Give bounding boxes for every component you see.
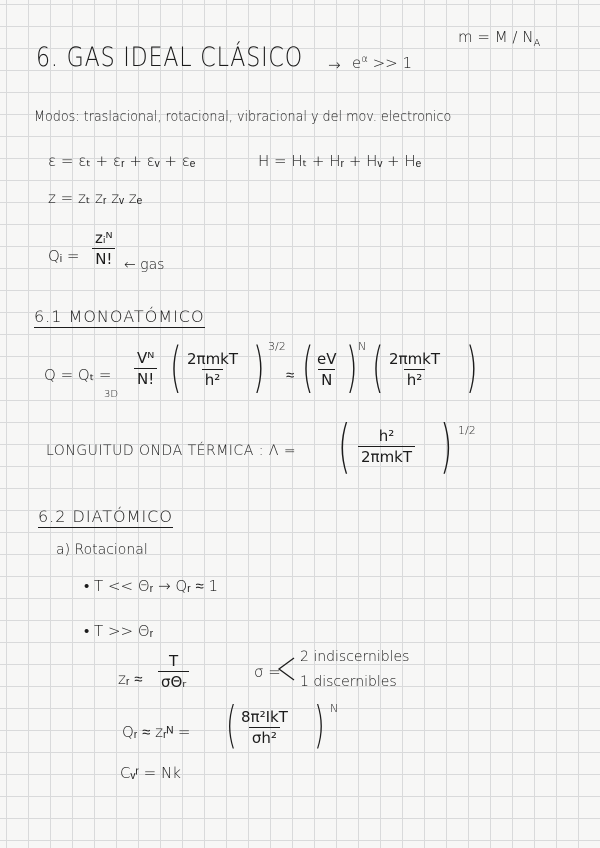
thermal-wavelength-label: LONGUITUD ONDA TÉRMICA : Λ = <box>46 443 297 459</box>
sigma-indiscernibles: 2 indiscernibles <box>300 649 410 665</box>
gas-note: ← gas <box>124 257 165 273</box>
exponent-1-2: 1/2 <box>458 424 476 437</box>
left-paren: ( <box>372 336 384 399</box>
left-paren: ( <box>226 696 237 754</box>
volume-fraction: $\frac{\text{Vᴺ}}{N!}$ <box>134 349 157 388</box>
q-lhs: Qᵢ = <box>48 247 80 265</box>
wavelength-fraction: h² 2πmkT <box>358 427 415 466</box>
modes-text: Modos: traslacional, rotacional, vibracional y del mov. electronico <box>34 109 452 125</box>
title-condition: $e^\alpha >> 1$ <box>352 54 413 72</box>
right-paren: ) <box>346 336 358 399</box>
exponent-n: N <box>358 340 367 353</box>
qr-lhs: Qᵣ ≈ zᵣᴺ = <box>122 723 191 741</box>
mass-formula: $m = M / N_A$ <box>458 28 541 49</box>
ev-fraction: $\frac{eV}{N}$ <box>317 350 337 389</box>
left-paren: ( <box>302 336 314 399</box>
section-heading-6-1: 6.1 MONOATÓMICO <box>34 307 205 326</box>
subsection-rotational: a) Rotacional <box>56 542 148 558</box>
zr-lhs: zᵣ ≈ <box>118 670 143 688</box>
partition-product: z = zₜ zᵣ zᵥ zₑ <box>48 189 143 207</box>
thermal-fraction-2: 2πmkT h² <box>389 350 441 389</box>
high-temp-case: • T >> Θᵣ <box>84 622 154 640</box>
right-paren: ) <box>440 412 453 480</box>
zr-fraction: T σΘᵣ <box>158 652 189 691</box>
sigma-discernibles: 1 discernibles <box>300 674 397 690</box>
left-paren: ( <box>338 412 351 480</box>
hamiltonian-sum: H = Hₜ + Hᵣ + Hᵥ + Hₑ <box>258 152 422 170</box>
section-heading-6-2: 6.2 DIATÓMICO <box>38 507 173 526</box>
heat-capacity: Cᵥʳ = Nk <box>120 764 181 782</box>
qr-exponent: N <box>330 702 339 715</box>
subscript-3d: 3D <box>104 389 119 400</box>
q-fraction: zᵢᴺ N! <box>92 229 116 268</box>
low-temp-case: • T << Θᵣ → Qᵣ ≈ 1 <box>84 577 219 595</box>
right-paren: ) <box>253 336 265 399</box>
monoatomic-lhs: Q = Qₜ = <box>44 366 112 384</box>
sigma-brace <box>276 656 296 682</box>
approx-sign: ≈ <box>286 366 295 384</box>
energy-sum: ε = εₜ + εᵣ + εᵥ + εₑ <box>48 152 196 170</box>
thermal-fraction: 2πmkT h² <box>187 350 239 389</box>
title-arrow: → <box>328 56 341 74</box>
right-paren: ) <box>466 336 478 399</box>
sigma-label: σ = <box>254 663 281 681</box>
page-title: 6. GAS IDEAL CLÁSICO <box>36 42 303 73</box>
qr-fraction: 8π²IkT σh² <box>241 708 288 747</box>
exponent-3-2: 3/2 <box>268 340 286 353</box>
right-paren: ) <box>314 696 325 754</box>
left-paren: ( <box>170 336 182 399</box>
